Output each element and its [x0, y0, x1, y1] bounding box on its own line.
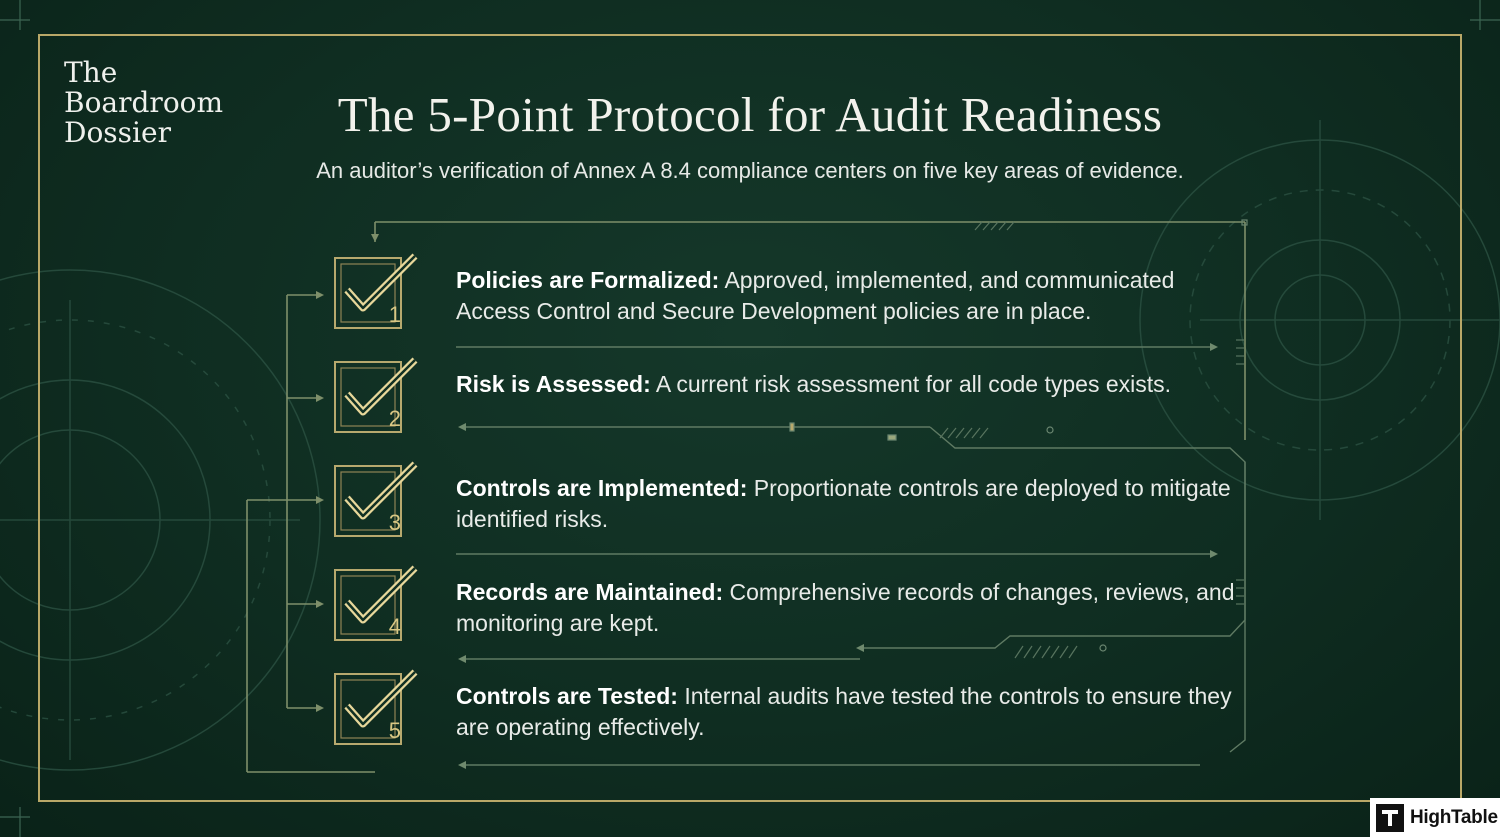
protocol-item-2: [456, 369, 1246, 400]
check-box-icon-5: [329, 666, 421, 758]
protocol-item-3-body: Proportionate controls are deployed to mitigate identified risks.: [456, 475, 1231, 532]
protocol-item-1-heading: Policies are Formalized:: [456, 267, 720, 293]
protocol-item-5-heading: Controls are Tested:: [456, 683, 678, 709]
protocol-item-3: [456, 473, 1246, 535]
protocol-item-1: [456, 265, 1246, 327]
hightable-logo-text: HighTable: [1410, 806, 1498, 828]
protocol-item-4: [456, 577, 1246, 639]
protocol-item-5: [456, 681, 1246, 743]
check-number-4: 4: [388, 614, 401, 639]
protocol-item-5-text: [456, 681, 1246, 743]
check-number-3: 3: [388, 510, 401, 535]
check-box-icon-2: [329, 354, 421, 446]
protocol-item-3-heading: Controls are Implemented:: [456, 475, 748, 501]
check-number-1: 1: [388, 302, 401, 327]
protocol-item-1-body: Approved, implemented, and communicated Access Control and Secure Development policies are in place.: [456, 267, 1175, 324]
hightable-logo-icon: [1376, 804, 1404, 832]
protocol-item-2-text: [456, 369, 1246, 400]
brand-line-2: Boardroom: [64, 86, 224, 119]
check-box-icon-1: [329, 250, 421, 342]
check-number-5: 5: [388, 718, 401, 743]
protocol-item-4-body: Comprehensive records of changes, reviews, and monitoring are kept.: [456, 579, 1235, 636]
brand-line-3: Dossier: [64, 116, 171, 149]
protocol-item-2-body: A current risk assessment for all code types exists.: [650, 371, 1172, 397]
page-title: The 5-Point Protocol for Audit Readiness: [337, 87, 1163, 142]
brand-wordmark: [64, 58, 264, 148]
protocol-item-3-text: [456, 473, 1246, 535]
protocol-item-4-text: [456, 577, 1246, 639]
protocol-item-2-heading: Risk is Assessed:: [456, 371, 651, 397]
check-box-icon-3: [329, 458, 421, 550]
brand-line-1: The: [64, 56, 118, 89]
check-box-icon-4: [329, 562, 421, 654]
check-number-2: 2: [388, 406, 401, 431]
protocol-item-4-heading: Records are Maintained:: [456, 579, 724, 605]
hightable-logo[interactable]: [1370, 798, 1500, 837]
protocol-item-1-text: [456, 265, 1246, 327]
protocol-item-5-body: Internal audits have tested the controls to ensure they are operating effectively.: [456, 683, 1232, 740]
page-subtitle: An auditor’s verification of Annex A 8.4 compliance centers on five key areas of evidence.: [316, 158, 1184, 183]
